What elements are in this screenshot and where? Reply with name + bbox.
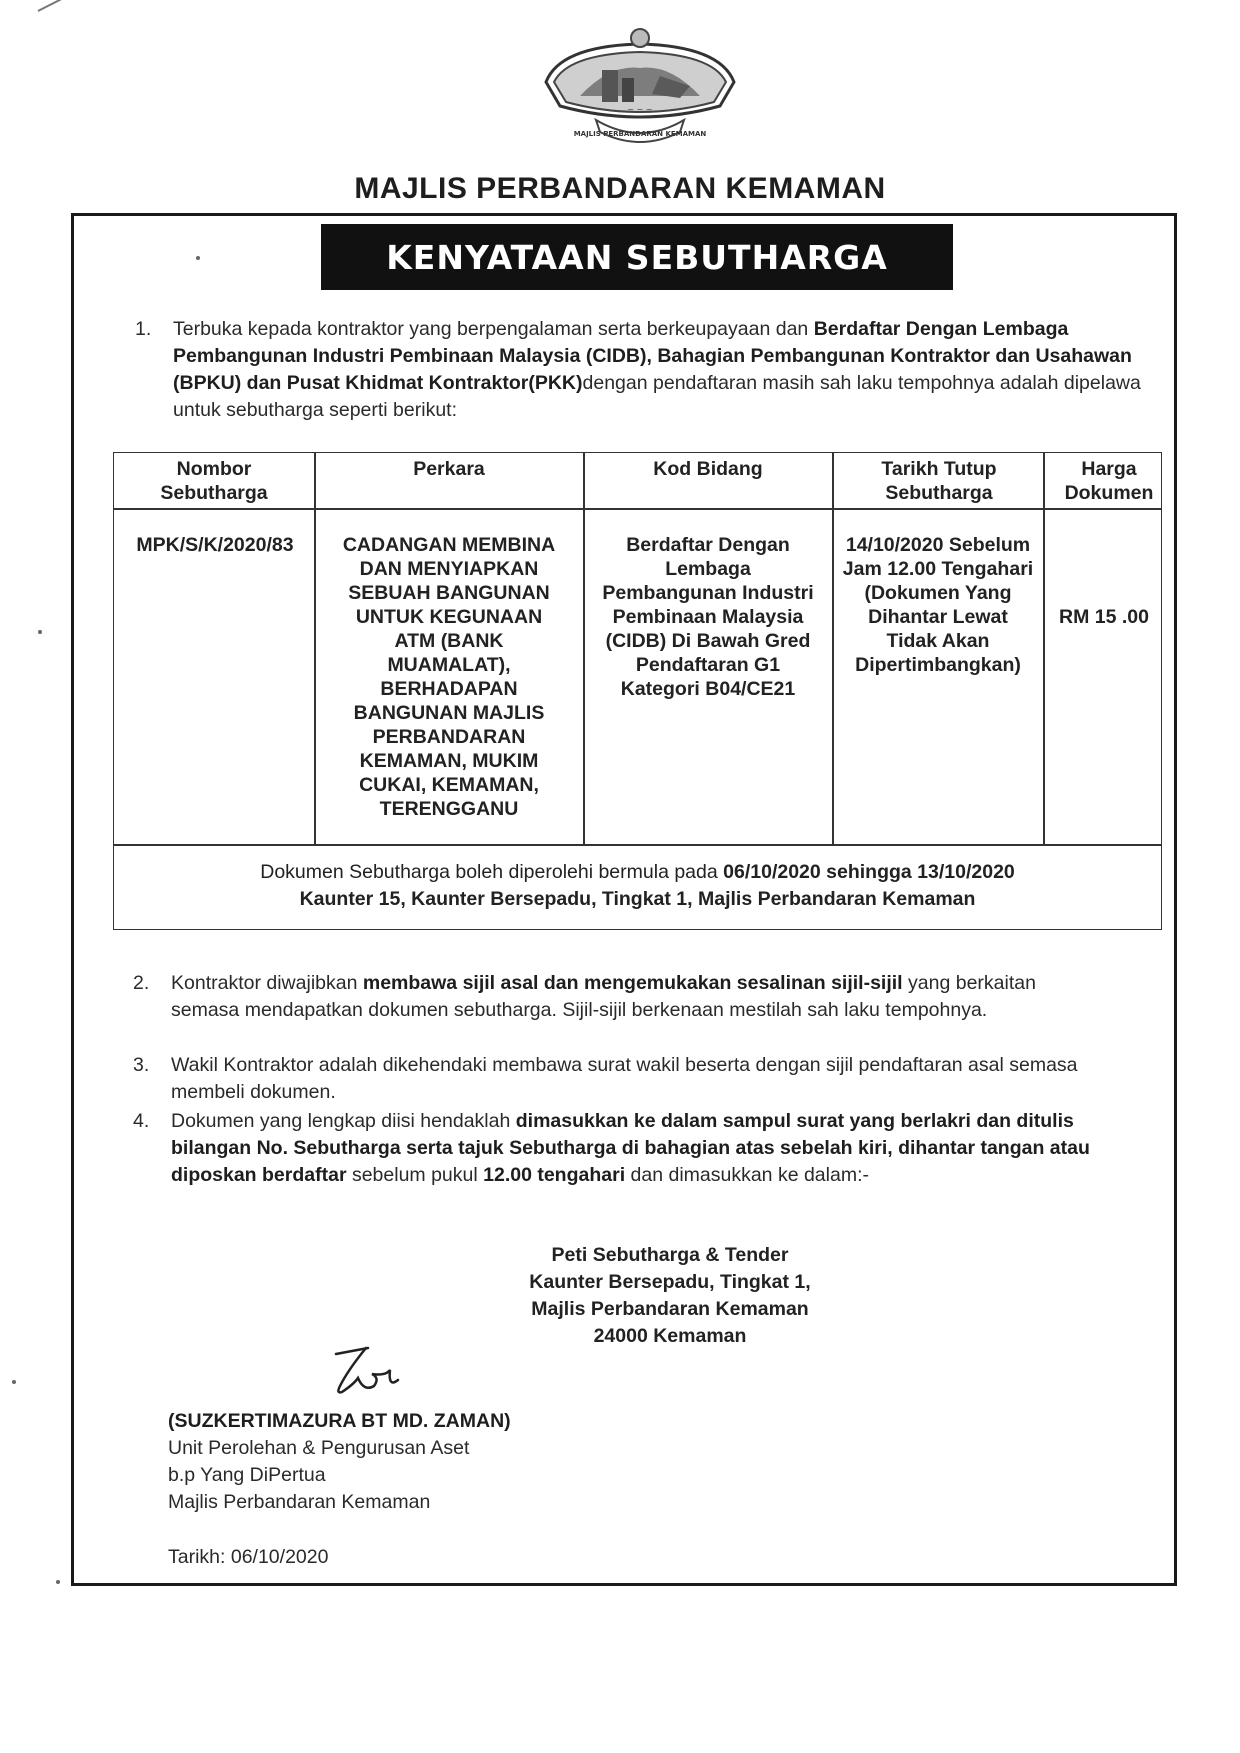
item-1 bbox=[135, 316, 1165, 424]
table-footer bbox=[114, 859, 1161, 913]
scan-mark bbox=[38, 0, 119, 12]
text-segment: Wakil Kontraktor adalah dikehendaki membawa surat wakil beserta dengan sijil pendaftaran asal semasa membeli dokumen. bbox=[171, 1054, 1078, 1103]
address-line: 24000 Kemaman bbox=[593, 1325, 747, 1347]
text-segment: yang berkaitan semasa mendapatkan dokumen sebutharga. Sijil-sijil berkenaan mestilah sah laku tempohnya. bbox=[171, 972, 1036, 1021]
text-segment: membawa sijil asal dan mengemukakan sesalinan sijil-sijil bbox=[362, 972, 903, 994]
cell-harga: RM 15 .00 bbox=[1059, 606, 1149, 628]
signatory-organization: Majlis Perbandaran Kemaman bbox=[168, 1491, 431, 1513]
text-segment: Terbuka kepada kontraktor yang berpengalaman serta berkeupayaan dan bbox=[173, 318, 814, 340]
text-segment: Kontraktor diwajibkan bbox=[171, 972, 363, 994]
item-text bbox=[173, 316, 1165, 424]
item-2 bbox=[133, 970, 1093, 1052]
item-3 bbox=[133, 1052, 1093, 1106]
quotation-table bbox=[113, 452, 1162, 930]
text-segment: Dokumen yang lengkap diisi hendaklah bbox=[171, 1110, 516, 1132]
footer-text: Dokumen Sebutharga boleh diperolehi bermula pada bbox=[260, 861, 724, 883]
item-number: 4. bbox=[133, 1110, 150, 1132]
header-divider bbox=[114, 508, 1161, 510]
cell-kod-bidang: Berdaftar Dengan Lembaga Pembangunan Industri Pembinaan Malaysia (CIDB) Di Bawah Gred Pendaftaran G1 Kategori B04/CE21 bbox=[602, 534, 814, 700]
footer-location: Kaunter 15, Kaunter Bersepadu, Tingkat 1, Majlis Perbandaran Kemaman bbox=[299, 888, 976, 910]
council-logo bbox=[540, 24, 740, 152]
footer-dates: 06/10/2020 sehingga 13/10/2020 bbox=[723, 861, 1015, 883]
cell-perkara: CADANGAN MEMBINA DAN MENYIAPKAN SEBUAH BANGUNAN UNTUK KEGUNAAN ATM (BANK MUAMALAT), BERHADAPAN BANGUNAN MAJLIS PERBANDARAN KEMAMAN, MUKIM CUKAI, KEMAMAN, TERENGGANU bbox=[342, 534, 556, 820]
column-divider bbox=[1043, 453, 1045, 845]
column-divider bbox=[832, 453, 834, 845]
signatory-unit: Unit Perolehan & Pengurusan Aset bbox=[168, 1437, 470, 1459]
header-kod-bidang: Kod Bidang bbox=[653, 458, 763, 480]
organization-title: MAJLIS PERBANDARAN KEMAMAN bbox=[354, 172, 886, 205]
notice-date: Tarikh: 06/10/2020 bbox=[168, 1546, 329, 1568]
footer-line-2 bbox=[114, 886, 1161, 913]
footer-line-1 bbox=[114, 859, 1161, 886]
item-number: 3. bbox=[133, 1054, 150, 1076]
item-text bbox=[171, 1108, 1093, 1189]
text-segment: dengan pendaftaran masih sah laku tempohnya adalah dipelawa untuk sebutharga seperti berikut: bbox=[173, 372, 1141, 421]
scan-speck bbox=[38, 630, 42, 634]
address-line: Peti Sebutharga & Tender bbox=[551, 1244, 789, 1266]
address-line: Kaunter Bersepadu, Tingkat 1, bbox=[529, 1271, 811, 1293]
cell-nombor: MPK/S/K/2020/83 bbox=[136, 534, 294, 556]
notice-heading: KENYATAAN SEBUTHARGA bbox=[321, 224, 953, 290]
text-segment: sebelum pukul bbox=[346, 1164, 484, 1186]
svg-text:MAJLIS PERBANDARAN KEMAMAN: MAJLIS PERBANDARAN KEMAMAN bbox=[573, 130, 707, 138]
column-divider bbox=[583, 453, 585, 845]
scan-speck bbox=[56, 1580, 60, 1584]
item-4 bbox=[133, 1108, 1093, 1218]
text-segment: 12.00 tengahari bbox=[483, 1164, 626, 1186]
signatory-name: (SUZKERTIMAZURA BT MD. ZAMAN) bbox=[168, 1410, 511, 1432]
svg-text:~ ~ ~: ~ ~ ~ bbox=[627, 105, 653, 114]
column-divider bbox=[314, 453, 316, 845]
item-text bbox=[171, 1052, 1093, 1106]
text-segment: Berdaftar Dengan Lembaga Pembangunan Industri Pembinaan Malaysia (CIDB), Bahagian Pembangunan Kontraktor dan Usahawan (BPKU) dan Pusat Khidmat Kontraktor(PKK) bbox=[173, 318, 1132, 394]
header-perkara: Perkara bbox=[413, 458, 485, 480]
address-line: Majlis Perbandaran Kemaman bbox=[531, 1298, 809, 1320]
signatory-block bbox=[168, 1408, 511, 1516]
scan-speck bbox=[12, 1380, 16, 1384]
cell-tarikh-tutup: 14/10/2020 Sebelum Jam 12.00 Tengahari (Dokumen Yang Dihantar Lewat Tidak Akan Dipertimbangkan) bbox=[842, 534, 1034, 676]
signatory-on-behalf: b.p Yang DiPertua bbox=[168, 1464, 326, 1486]
text-segment: dan dimasukkan ke dalam:- bbox=[625, 1164, 869, 1186]
footer-divider bbox=[114, 844, 1161, 846]
header-nombor: Nombor Sebutharga bbox=[160, 458, 268, 504]
handwritten-signature bbox=[328, 1340, 408, 1400]
header-harga: Harga Dokumen bbox=[1064, 458, 1154, 504]
item-text bbox=[171, 970, 1093, 1024]
item-number: 1. bbox=[135, 318, 152, 340]
text-segment: dimasukkan ke dalam sampul surat yang berlakri dan ditulis bilangan No. Sebutharga serta tajuk Sebutharga di bahagian atas sebelah kiri, dihantar tangan atau diposkan berdaftar bbox=[171, 1110, 1090, 1186]
tender-box-address bbox=[440, 1242, 900, 1350]
header-tarikh-tutup: Tarikh Tutup Sebutharga bbox=[881, 458, 997, 504]
item-number: 2. bbox=[133, 972, 150, 994]
